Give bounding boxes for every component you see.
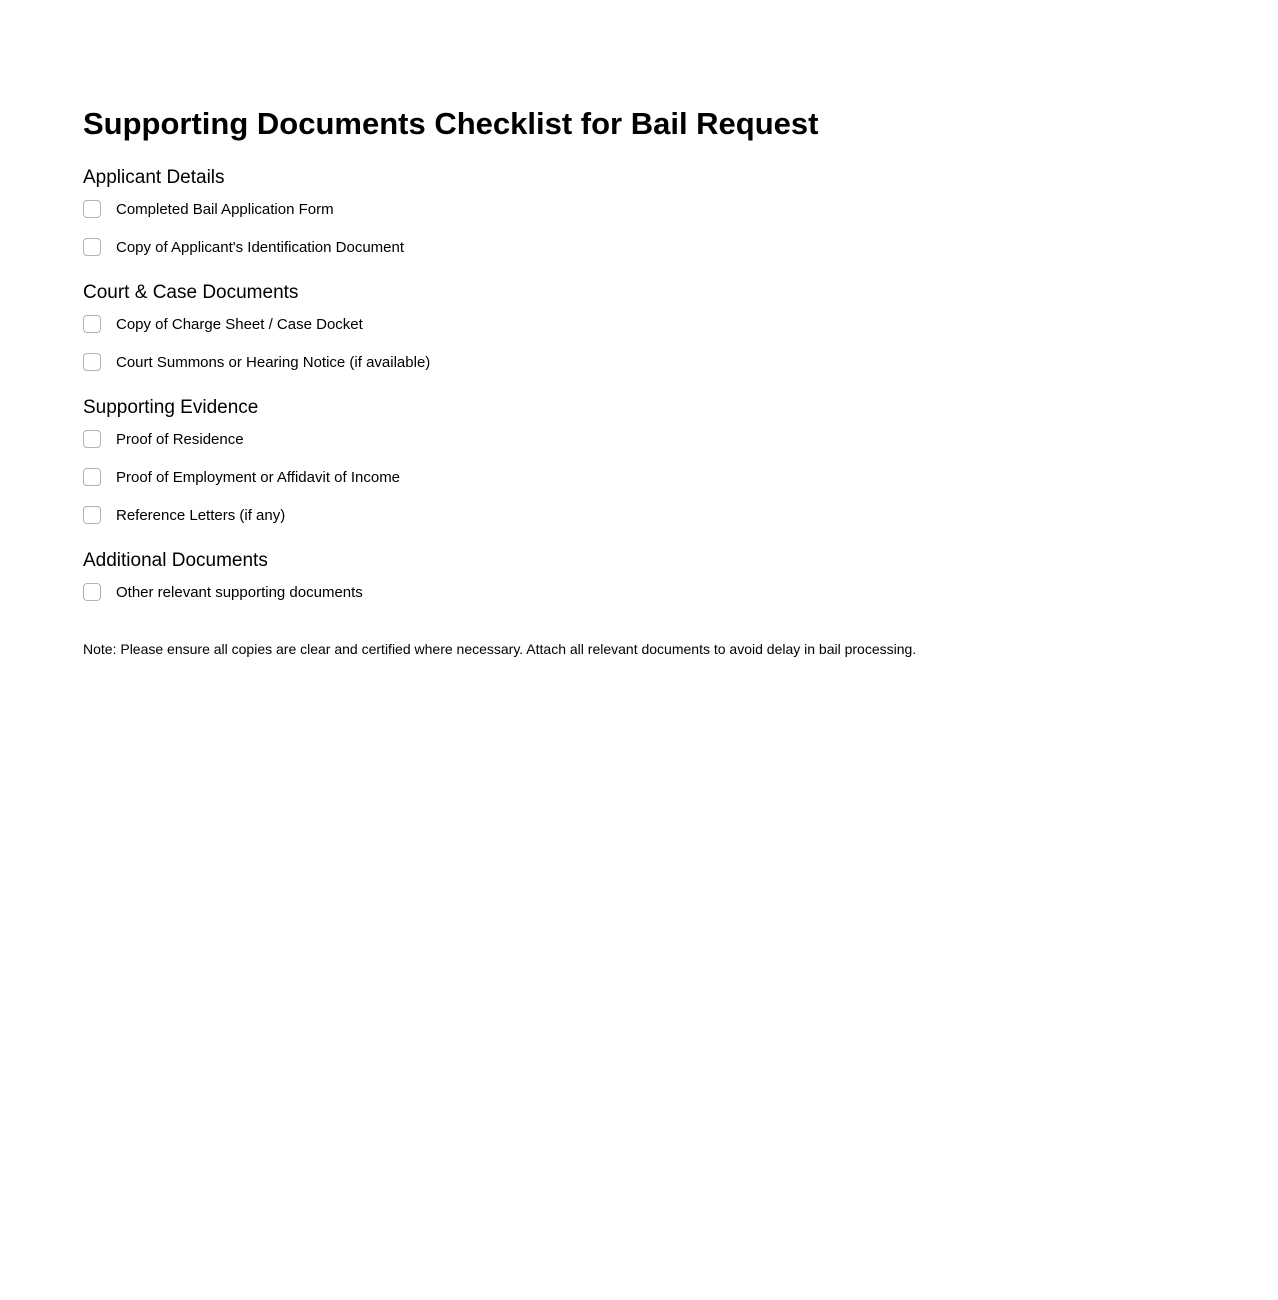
checklist-item[interactable] <box>83 352 1198 372</box>
section-heading: Supporting Evidence <box>83 397 259 418</box>
checklist-item[interactable] <box>83 237 1198 257</box>
item-label: Court Summons or Hearing Notice (if available) <box>116 353 431 371</box>
item-checkbox[interactable] <box>83 353 101 371</box>
item-checkbox[interactable] <box>83 430 101 448</box>
section-heading: Applicant Details <box>83 167 225 188</box>
checklist-section <box>83 167 1198 257</box>
checklist-item[interactable] <box>83 582 1198 602</box>
section-items <box>83 199 1198 257</box>
item-label: Completed Bail Application Form <box>116 200 334 218</box>
item-label: Copy of Applicant's Identification Document <box>116 238 405 256</box>
checklist-item[interactable] <box>83 429 1198 449</box>
section-heading: Court & Case Documents <box>83 282 299 303</box>
section-items <box>83 582 1198 602</box>
item-checkbox[interactable] <box>83 315 101 333</box>
section-items <box>83 314 1198 372</box>
item-label: Copy of Charge Sheet / Case Docket <box>116 315 363 333</box>
checklist-section <box>83 397 1198 525</box>
section-items <box>83 429 1198 525</box>
section-heading: Additional Documents <box>83 550 268 571</box>
checklist-item[interactable] <box>83 505 1198 525</box>
checklist-section <box>83 550 1198 602</box>
note-text: Note: Please ensure all copies are clear and certified where necessary. Attach all relevant documents to avoid delay in bail processing. <box>83 641 917 657</box>
item-label: Reference Letters (if any) <box>116 506 286 524</box>
checklist-item[interactable] <box>83 199 1198 219</box>
item-checkbox[interactable] <box>83 583 101 601</box>
item-label: Proof of Residence <box>116 430 244 448</box>
checklist-section <box>83 282 1198 372</box>
item-label: Proof of Employment or Affidavit of Income <box>116 468 401 486</box>
item-checkbox[interactable] <box>83 506 101 524</box>
item-checkbox[interactable] <box>83 200 101 218</box>
item-checkbox[interactable] <box>83 468 101 486</box>
checklist-item[interactable] <box>83 314 1198 334</box>
item-checkbox[interactable] <box>83 238 101 256</box>
checklist-item[interactable] <box>83 467 1198 487</box>
item-label: Other relevant supporting documents <box>116 583 363 601</box>
checklist-sections <box>83 167 1198 602</box>
page-title: Supporting Documents Checklist for Bail Request <box>83 106 819 141</box>
